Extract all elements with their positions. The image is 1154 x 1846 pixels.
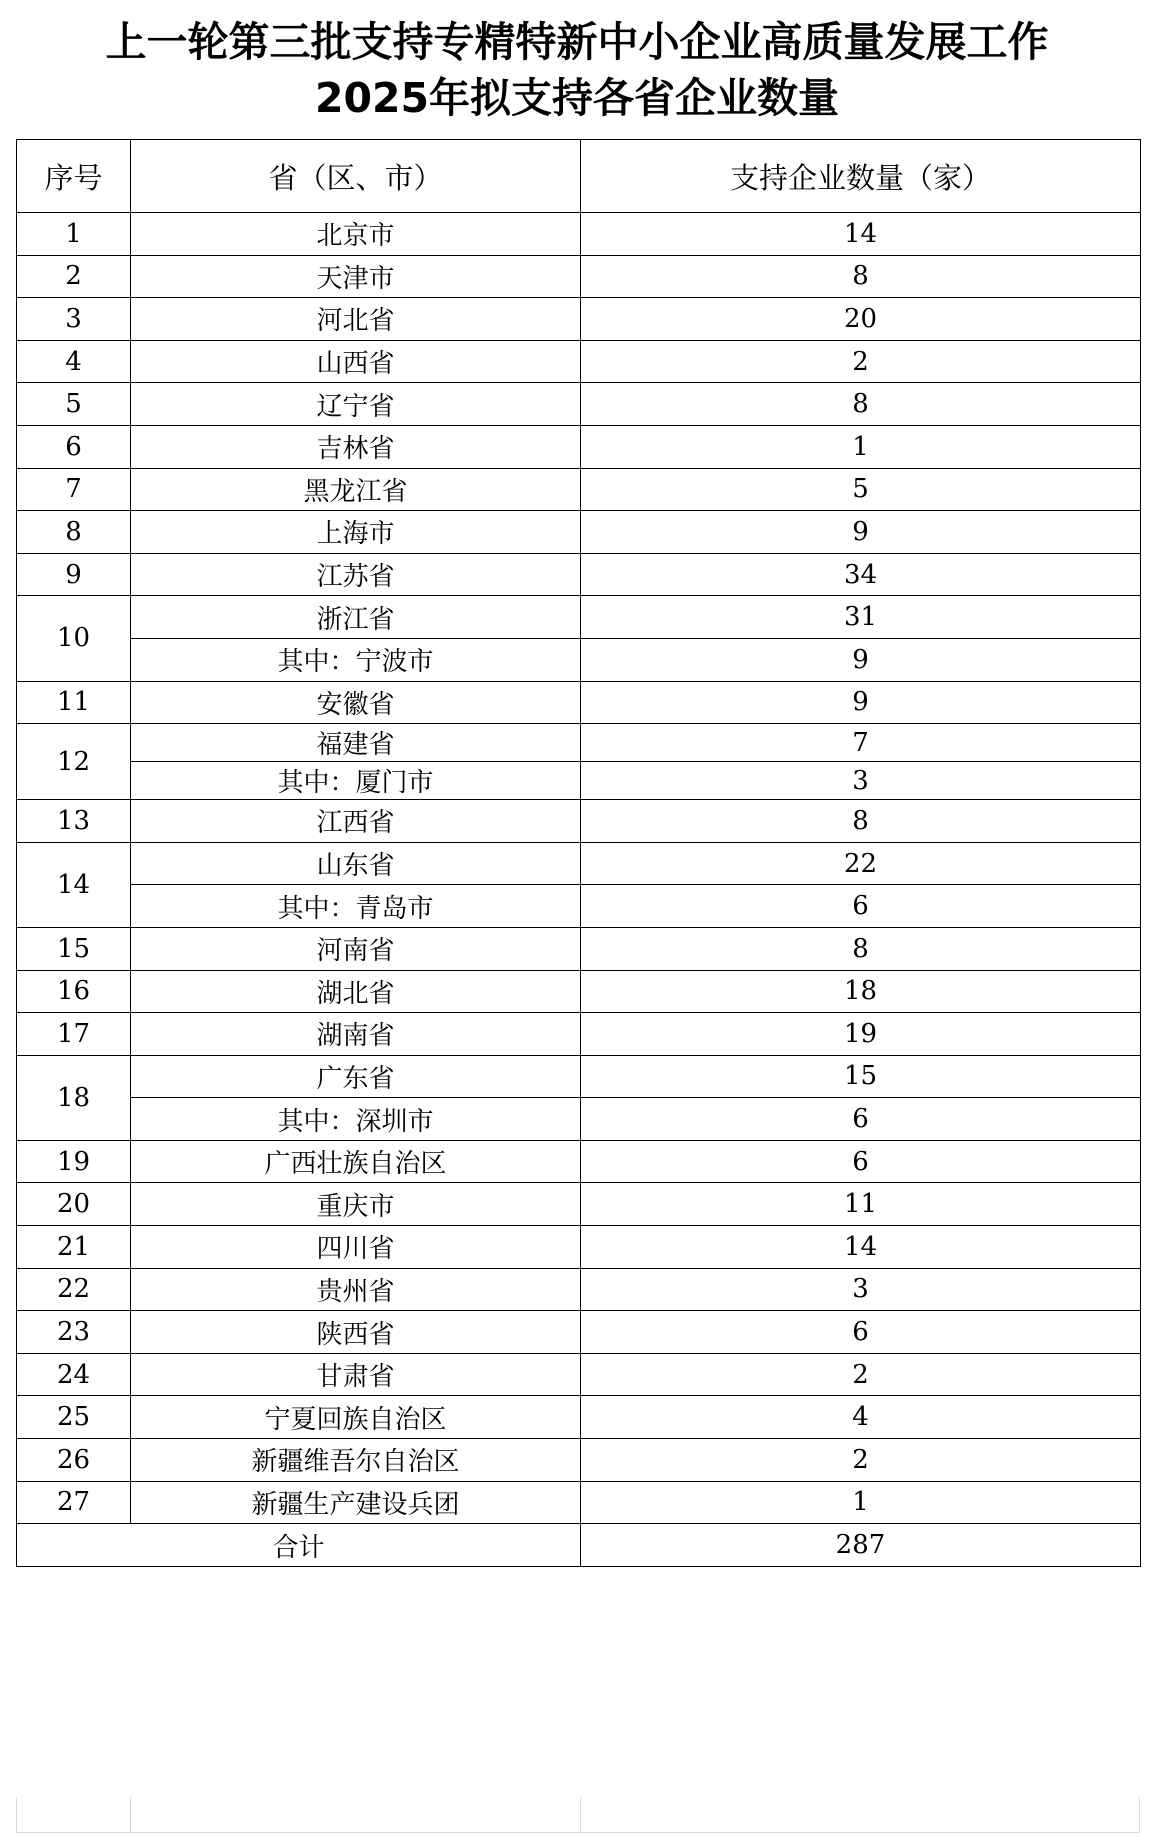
table-row	[17, 553, 1141, 596]
table-row	[17, 762, 1141, 800]
count-cell: 20	[581, 298, 1141, 341]
count-cell: 8	[581, 800, 1141, 843]
serial-no-cell: 7	[17, 468, 131, 511]
table-row	[17, 340, 1141, 383]
serial-no-cell: 10	[17, 596, 131, 681]
region-cell: 陕西省	[131, 1311, 581, 1354]
table-row	[17, 1055, 1141, 1098]
serial-no-cell: 18	[17, 1055, 131, 1140]
region-cell: 江西省	[131, 800, 581, 843]
enterprise-count-table	[16, 139, 1141, 1567]
count-cell: 6	[581, 1098, 1141, 1141]
total-row	[17, 1524, 1141, 1567]
count-cell: 9	[581, 511, 1141, 554]
count-cell: 9	[581, 638, 1141, 681]
region-cell: 甘肃省	[131, 1353, 581, 1396]
region-cell: 广西壮族自治区	[131, 1140, 581, 1183]
table-row	[17, 681, 1141, 724]
table-row	[17, 724, 1141, 762]
count-cell: 1	[581, 1481, 1141, 1524]
serial-no-cell: 17	[17, 1013, 131, 1056]
serial-no-cell: 1	[17, 213, 131, 256]
region-cell: 河北省	[131, 298, 581, 341]
header-region: 省（区、市）	[131, 140, 581, 213]
title-line-1: 上一轮第三批支持专精特新中小企业高质量发展工作	[105, 18, 1049, 66]
table-row	[17, 1183, 1141, 1226]
table-row	[17, 1481, 1141, 1524]
region-cell: 宁夏回族自治区	[131, 1396, 581, 1439]
region-cell: 江苏省	[131, 553, 581, 596]
count-cell: 6	[581, 1140, 1141, 1183]
table-row	[17, 213, 1141, 256]
serial-no-cell: 5	[17, 383, 131, 426]
serial-no-cell: 24	[17, 1353, 131, 1396]
table-row	[17, 638, 1141, 681]
region-cell: 山东省	[131, 842, 581, 885]
region-cell: 浙江省	[131, 596, 581, 639]
serial-no-cell: 21	[17, 1226, 131, 1269]
region-cell: 重庆市	[131, 1183, 581, 1226]
region-cell: 新疆维吾尔自治区	[131, 1439, 581, 1482]
count-cell: 2	[581, 1439, 1141, 1482]
serial-no-cell: 6	[17, 425, 131, 468]
region-cell: 其中：厦门市	[131, 762, 581, 800]
serial-no-cell: 11	[17, 681, 131, 724]
header-serial-no: 序号	[17, 140, 131, 213]
table-row	[17, 255, 1141, 298]
serial-no-cell: 27	[17, 1481, 131, 1524]
count-cell: 4	[581, 1396, 1141, 1439]
count-cell: 3	[581, 1268, 1141, 1311]
serial-no-cell: 4	[17, 340, 131, 383]
serial-no-cell: 23	[17, 1311, 131, 1354]
count-cell: 9	[581, 681, 1141, 724]
table-row	[17, 970, 1141, 1013]
table-row	[17, 511, 1141, 554]
region-cell: 天津市	[131, 255, 581, 298]
region-cell: 北京市	[131, 213, 581, 256]
count-cell: 18	[581, 970, 1141, 1013]
serial-no-cell: 14	[17, 842, 131, 927]
serial-no-cell: 2	[17, 255, 131, 298]
serial-no-cell: 20	[17, 1183, 131, 1226]
header-row	[17, 140, 1141, 213]
table-row	[17, 1396, 1141, 1439]
table-row	[17, 425, 1141, 468]
region-cell: 上海市	[131, 511, 581, 554]
region-cell: 四川省	[131, 1226, 581, 1269]
region-cell: 新疆生产建设兵团	[131, 1481, 581, 1524]
serial-no-cell: 8	[17, 511, 131, 554]
total-count-cell: 287	[581, 1524, 1141, 1567]
count-cell: 6	[581, 885, 1141, 928]
region-cell: 其中：青岛市	[131, 885, 581, 928]
count-cell: 34	[581, 553, 1141, 596]
region-cell: 广东省	[131, 1055, 581, 1098]
table-row	[17, 1268, 1141, 1311]
table-row	[17, 1140, 1141, 1183]
count-cell: 3	[581, 762, 1141, 800]
region-cell: 河南省	[131, 927, 581, 970]
region-cell: 吉林省	[131, 425, 581, 468]
table-row	[17, 468, 1141, 511]
serial-no-cell: 26	[17, 1439, 131, 1482]
serial-no-cell: 12	[17, 724, 131, 800]
count-cell: 22	[581, 842, 1141, 885]
table-row	[17, 1013, 1141, 1056]
serial-no-cell: 15	[17, 927, 131, 970]
table-row	[17, 800, 1141, 843]
region-cell: 安徽省	[131, 681, 581, 724]
table-body	[17, 213, 1141, 1567]
serial-no-cell: 3	[17, 298, 131, 341]
table-row	[17, 885, 1141, 928]
table-row	[17, 927, 1141, 970]
serial-no-cell: 19	[17, 1140, 131, 1183]
count-cell: 31	[581, 596, 1141, 639]
count-cell: 2	[581, 1353, 1141, 1396]
table-row	[17, 596, 1141, 639]
title-line-2: 2025年拟支持各省企业数量	[314, 74, 840, 122]
count-cell: 2	[581, 340, 1141, 383]
count-cell: 1	[581, 425, 1141, 468]
count-cell: 6	[581, 1311, 1141, 1354]
table-row	[17, 842, 1141, 885]
region-cell: 其中：宁波市	[131, 638, 581, 681]
count-cell: 15	[581, 1055, 1141, 1098]
serial-no-cell: 9	[17, 553, 131, 596]
serial-no-cell: 22	[17, 1268, 131, 1311]
count-cell: 8	[581, 383, 1141, 426]
table-row	[17, 383, 1141, 426]
count-cell: 8	[581, 255, 1141, 298]
document-title	[0, 14, 1154, 126]
region-cell: 辽宁省	[131, 383, 581, 426]
table-row	[17, 1098, 1141, 1141]
region-cell: 湖北省	[131, 970, 581, 1013]
count-cell: 19	[581, 1013, 1141, 1056]
count-cell: 5	[581, 468, 1141, 511]
header-count: 支持企业数量（家）	[581, 140, 1141, 213]
count-cell: 8	[581, 927, 1141, 970]
blank-grid-row	[16, 1797, 1140, 1833]
region-cell: 山西省	[131, 340, 581, 383]
serial-no-cell: 25	[17, 1396, 131, 1439]
table-row	[17, 1439, 1141, 1482]
serial-no-cell: 13	[17, 800, 131, 843]
region-cell: 黑龙江省	[131, 468, 581, 511]
table-row	[17, 298, 1141, 341]
region-cell: 贵州省	[131, 1268, 581, 1311]
table-row	[17, 1353, 1141, 1396]
table-row	[17, 1226, 1141, 1269]
region-cell: 湖南省	[131, 1013, 581, 1056]
region-cell: 其中：深圳市	[131, 1098, 581, 1141]
total-label-cell: 合计	[17, 1524, 581, 1567]
count-cell: 7	[581, 724, 1141, 762]
serial-no-cell: 16	[17, 970, 131, 1013]
count-cell: 14	[581, 1226, 1141, 1269]
count-cell: 14	[581, 213, 1141, 256]
count-cell: 11	[581, 1183, 1141, 1226]
table-row	[17, 1311, 1141, 1354]
region-cell: 福建省	[131, 724, 581, 762]
